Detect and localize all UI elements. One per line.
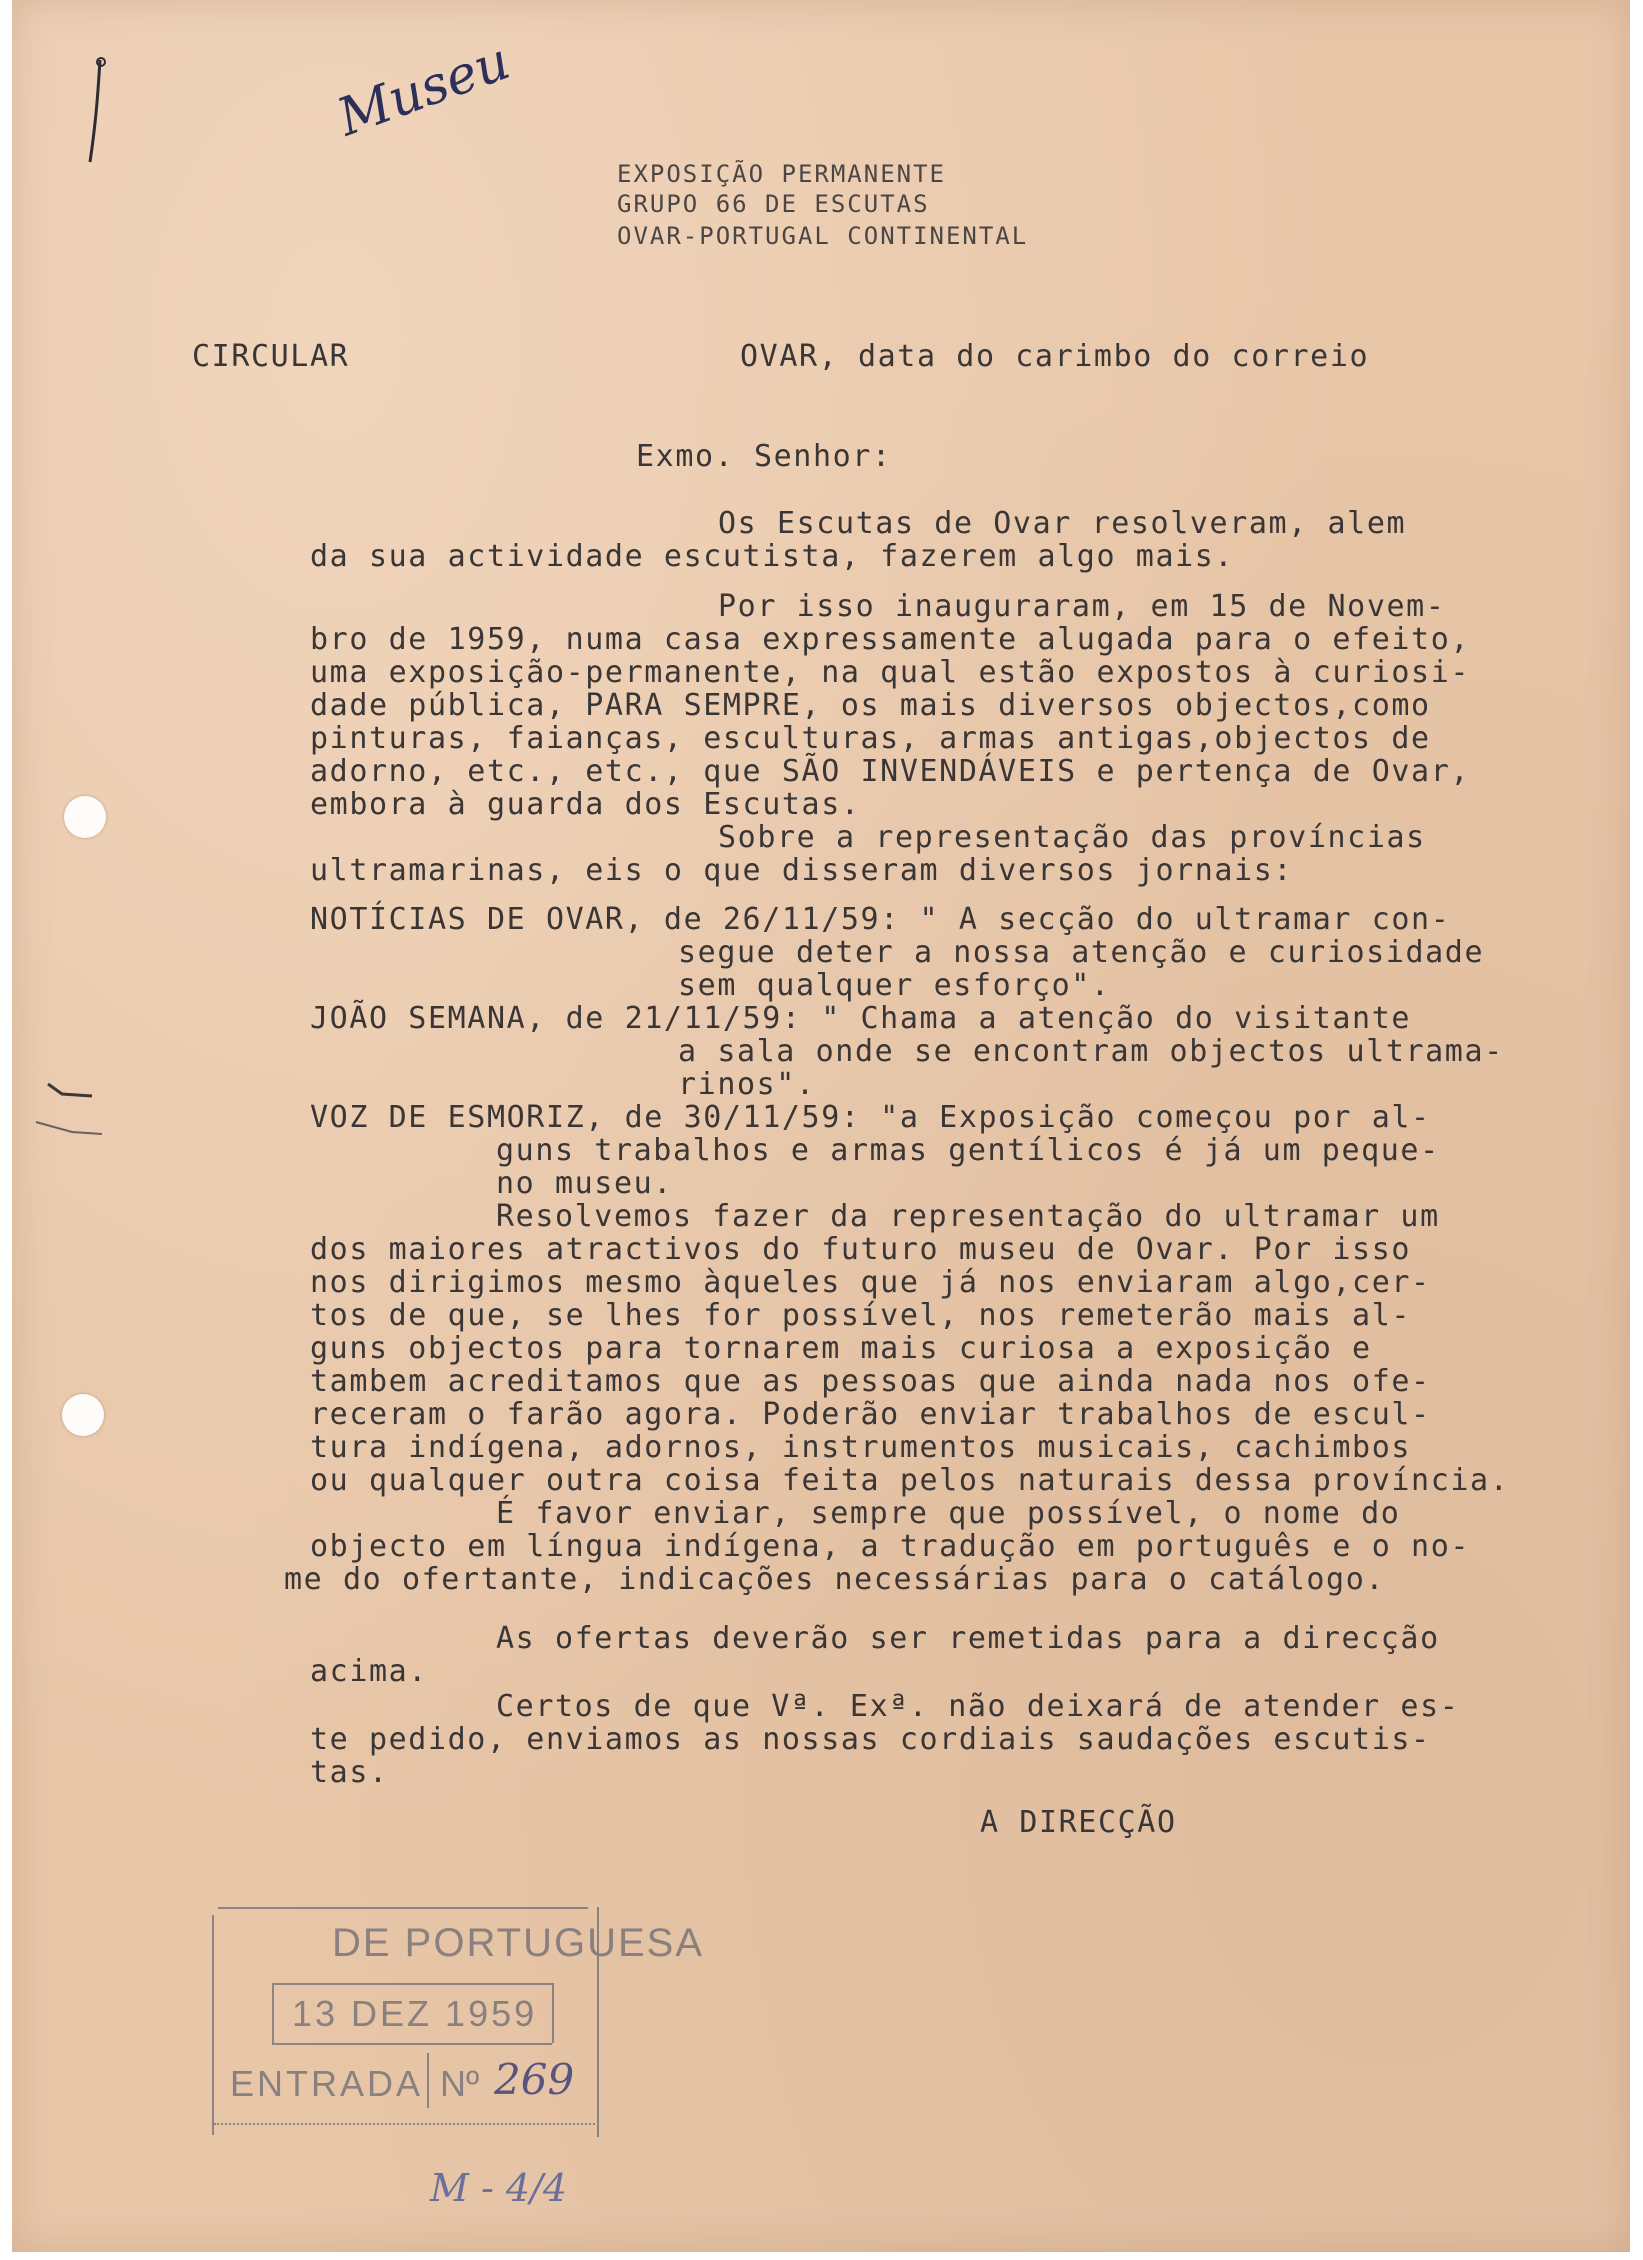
body-line: tas. bbox=[310, 1755, 389, 1790]
circular-label: CIRCULAR bbox=[192, 339, 350, 374]
signature: A DIRECÇÃO bbox=[980, 1805, 1177, 1840]
quote-joao-semana: JOÃO SEMANA, de 21/11/59: " Chama a atenção do visitante bbox=[310, 1001, 1412, 1036]
body-line: guns trabalhos e armas gentílicos é já um peque- bbox=[496, 1133, 1440, 1168]
stamp-top-text: DE PORTUGUESA bbox=[332, 1921, 704, 1965]
body-line: te pedido, enviamos as nossas cordiais saudações escutis- bbox=[310, 1722, 1431, 1757]
body-line: acima. bbox=[310, 1654, 428, 1689]
body-line: tambem acreditamos que as pessoas que ainda nada nos ofe- bbox=[310, 1364, 1431, 1399]
body-line: Por isso inauguraram, em 15 de Novem- bbox=[718, 589, 1446, 624]
body-line: da sua actividade escutista, fazerem algo mais. bbox=[310, 539, 1235, 574]
stamp-number-label: Nº bbox=[440, 2063, 480, 2104]
body-line: rinos". bbox=[678, 1067, 816, 1102]
body-line: tos de que, se lhes for possível, nos remeterão mais al- bbox=[310, 1298, 1412, 1333]
body-line: pinturas, faianças, esculturas, armas antigas,objectos de bbox=[310, 721, 1431, 756]
punch-hole-bottom bbox=[62, 1394, 104, 1436]
body-line: As ofertas deverão ser remetidas para a direcção bbox=[496, 1621, 1440, 1656]
body-line: uma exposição-permanente, na qual estão expostos à curiosi- bbox=[310, 655, 1471, 690]
body-line: Os Escutas de Ovar resolveram, alem bbox=[718, 506, 1407, 541]
stamp-entry-label: ENTRADA bbox=[230, 2063, 424, 2104]
body-line: Sobre a representação das províncias bbox=[718, 820, 1426, 855]
stamp-number-value: 269 bbox=[494, 2055, 575, 2104]
letterhead-line-1: EXPOSIÇÃO PERMANENTE bbox=[617, 160, 946, 188]
salutation: Exmo. Senhor: bbox=[636, 439, 892, 474]
stamp-date: 13 DEZ 1959 bbox=[292, 1993, 538, 2034]
letterhead-line-3: OVAR-PORTUGAL CONTINENTAL bbox=[617, 222, 1029, 250]
body-line: dos maiores atractivos do futuro museu de Ovar. Por isso bbox=[310, 1232, 1412, 1267]
body-line: Certos de que Vª. Exª. não deixará de atender es- bbox=[496, 1689, 1460, 1724]
date-line: OVAR, data do carimbo do correio bbox=[740, 339, 1370, 374]
punch-hole-top bbox=[64, 796, 106, 838]
body-line: Resolvemos fazer da representação do ultramar um bbox=[496, 1199, 1440, 1234]
body-line: sem qualquer esforço". bbox=[678, 968, 1111, 1003]
body-line: É favor enviar, sempre que possível, o nome do bbox=[496, 1496, 1401, 1531]
body-line: dade pública, PARA SEMPRE, os mais diversos objectos,como bbox=[310, 688, 1431, 723]
quote-noticias-de-ovar: NOTÍCIAS DE OVAR, de 26/11/59: " A secção do ultramar con- bbox=[310, 902, 1451, 937]
body-line: a sala onde se encontram objectos ultrama- bbox=[678, 1034, 1504, 1069]
body-line: bro de 1959, numa casa expressamente alugada para o efeito, bbox=[310, 622, 1471, 657]
body-line: segue deter a nossa atenção e curiosidade bbox=[678, 935, 1485, 970]
body-line: tura indígena, adornos, instrumentos musicais, cachimbos bbox=[310, 1430, 1412, 1465]
letterhead-line-2: GRUPO 66 DE ESCUTAS bbox=[617, 190, 930, 218]
body-line: objecto em língua indígena, a tradução em português e o no- bbox=[310, 1529, 1471, 1564]
body-line: ultramarinas, eis o que disseram diversos jornais: bbox=[310, 853, 1294, 888]
body-line: receram o farão agora. Poderão enviar trabalhos de escul- bbox=[310, 1397, 1431, 1432]
body-line: nos dirigimos mesmo àqueles que já nos enviaram algo,cer- bbox=[310, 1265, 1431, 1300]
body-line: embora à guarda dos Escutas. bbox=[310, 787, 861, 822]
pencil-mark bbox=[80, 52, 120, 172]
edge-marks bbox=[32, 1070, 112, 1160]
body-line: me do ofertante, indicações necessárias para o catálogo. bbox=[284, 1562, 1386, 1597]
handwritten-reference: M - 4/4 bbox=[430, 2166, 568, 2210]
body-line: guns objectos para tornarem mais curiosa a exposição e bbox=[310, 1331, 1372, 1366]
quote-voz-de-esmoriz: VOZ DE ESMORIZ, de 30/11/59: "a Exposição começou por al- bbox=[310, 1100, 1431, 1135]
body-line: ou qualquer outra coisa feita pelos naturais dessa província. bbox=[310, 1463, 1510, 1498]
received-stamp bbox=[212, 1905, 704, 2140]
handwritten-note-museu: Museu bbox=[330, 31, 518, 149]
letter-paper bbox=[12, 0, 1630, 2252]
body-line: no museu. bbox=[496, 1166, 673, 1201]
body-line: adorno, etc., etc., que SÃO INVENDÁVEIS e pertença de Ovar, bbox=[310, 754, 1471, 789]
